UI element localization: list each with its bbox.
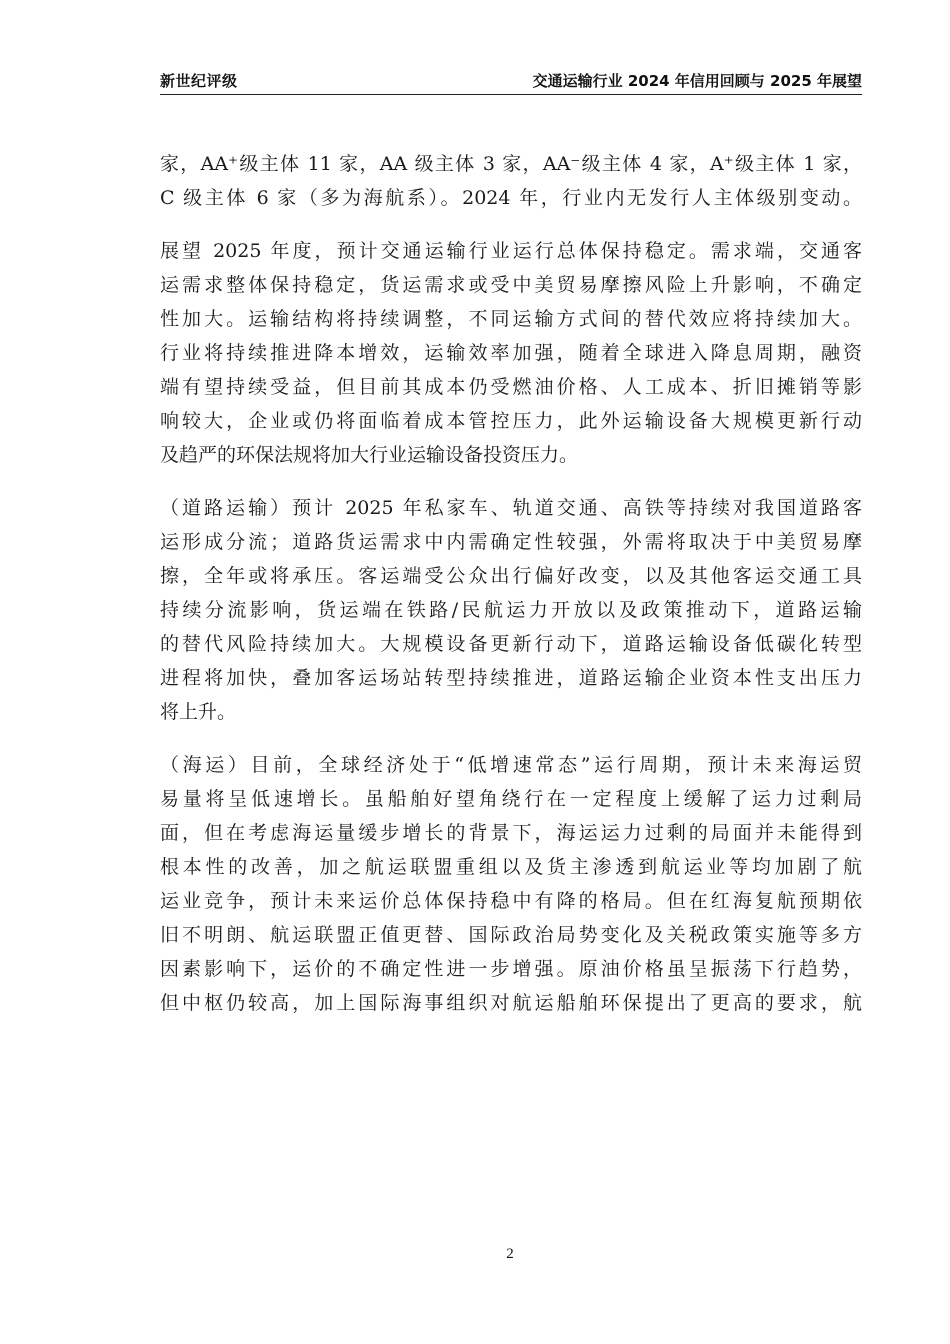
- text-line: （道路运输）预计 2025 年私家车、轨道交通、高铁等持续对我国道路客: [160, 497, 862, 519]
- text-line: 展望 2025 年度，预计交通运输行业运行总体保持稳定。需求端，交通客: [160, 240, 862, 262]
- text-line: 因素影响下，运价的不确定性进一步增强。原油价格虽呈振荡下行趋势，: [160, 958, 862, 980]
- text-line: 根本性的改善，加之航运联盟重组以及货主渗透到航运业等均加剧了航: [160, 856, 862, 878]
- text-line: 擦，全年或将承压。客运端受公众出行偏好改变，以及其他客运交通工具: [160, 565, 862, 587]
- header-org-name: 新世纪评级: [160, 72, 238, 90]
- text-line: 及趋严的环保法规将加大行业运输设备投资压力。: [160, 444, 579, 466]
- header-report-title: 交通运输行业 2024 年信用回顾与 2025 年展望: [532, 72, 862, 90]
- text-line: 旧不明朗、航运联盟正值更替、国际政治局势变化及关税政策实施等多方: [160, 924, 862, 946]
- text-line: 家，AA⁺级主体 11 家，AA 级主体 3 家，AA⁻级主体 4 家，A⁺级主体 1 家，: [160, 153, 862, 175]
- text-line: 响较大，企业或仍将面临着成本管控压力，此外运输设备大规模更新行动: [160, 410, 862, 432]
- text-line: 进程将加快，叠加客运场站转型持续推进，道路运输企业资本性支出压力: [160, 667, 862, 689]
- document-body: [160, 147, 862, 1039]
- paragraph-outlook-2025: [160, 234, 862, 472]
- text-line: （海运）目前，全球经济处于“低增速常态”运行周期，预计未来海运贸: [160, 754, 862, 776]
- text-line: C 级主体 6 家（多为海航系）。2024 年，行业内无发行人主体级别变动。: [160, 187, 862, 209]
- text-line: 将上升。: [160, 701, 237, 723]
- text-line: 运形成分流；道路货运需求中内需确定性较强，外需将取决于中美贸易摩: [160, 531, 862, 553]
- text-line: 运需求整体保持稳定，货运需求或受中美贸易摩擦风险上升影响，不确定: [160, 274, 862, 296]
- page-number: 2: [506, 1246, 514, 1262]
- paragraph-road-transport: [160, 491, 862, 729]
- text-line: 性加大。运输结构将持续调整，不同运输方式间的替代效应将持续加大。: [160, 308, 862, 330]
- page-header: [160, 68, 862, 95]
- text-line: 易量将呈低速增长。虽船舶好望角绕行在一定程度上缓解了运力过剩局: [160, 788, 862, 810]
- paragraph-rating-summary: [160, 147, 862, 215]
- text-line: 运业竞争，预计未来运价总体保持稳中有降的格局。但在红海复航预期依: [160, 890, 862, 912]
- text-line: 行业将持续推进降本增效，运输效率加强，随着全球进入降息周期，融资: [160, 342, 862, 364]
- text-line: 的替代风险持续加大。大规模设备更新行动下，道路运输设备低碳化转型: [160, 633, 862, 655]
- text-line: 但中枢仍较高，加上国际海事组织对航运船舶环保提出了更高的要求，航: [160, 992, 862, 1014]
- paragraph-shipping: [160, 748, 862, 1020]
- text-line: 持续分流影响，货运端在铁路/民航运力开放以及政策推动下，道路运输: [160, 599, 862, 621]
- text-line: 面，但在考虑海运量缓步增长的背景下，海运运力过剩的局面并未能得到: [160, 822, 862, 844]
- text-line: 端有望持续受益，但目前其成本仍受燃油价格、人工成本、折旧摊销等影: [160, 376, 862, 398]
